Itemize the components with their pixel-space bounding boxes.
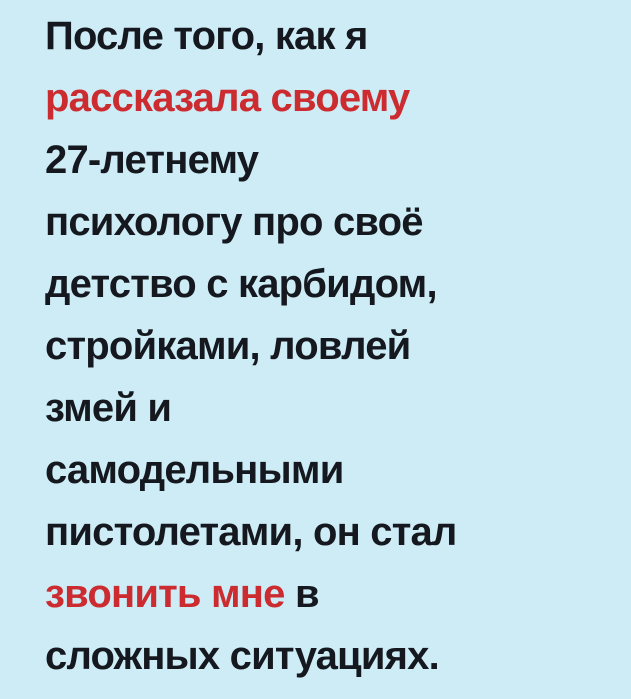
text-line — [45, 191, 611, 253]
text-segment: После того, как я — [45, 14, 368, 58]
text-segment: сложных ситуациях. — [45, 634, 439, 678]
text-line — [45, 67, 611, 129]
text-line — [45, 315, 611, 377]
text-segment: змей и — [45, 386, 172, 430]
text-segment: пистолетами, он стал — [45, 510, 457, 554]
text-line — [45, 5, 611, 67]
text-line — [45, 563, 611, 625]
text-segment: 27-летнему — [45, 138, 259, 182]
text-segment: в — [284, 572, 319, 616]
text-line — [45, 501, 611, 563]
text-line — [45, 377, 611, 439]
text-line — [45, 253, 611, 315]
highlighted-text-segment: звонить мне — [45, 572, 285, 616]
text-line — [45, 439, 611, 501]
text-segment: детство с карбидом, — [45, 262, 437, 306]
text-segment: самодельными — [45, 448, 344, 492]
highlighted-text-segment: рассказала своему — [45, 76, 410, 120]
text-line — [45, 129, 611, 191]
text-line — [45, 625, 611, 687]
text-segment: стройками, ловлей — [45, 324, 411, 368]
text-segment: психологу про своё — [45, 200, 423, 244]
